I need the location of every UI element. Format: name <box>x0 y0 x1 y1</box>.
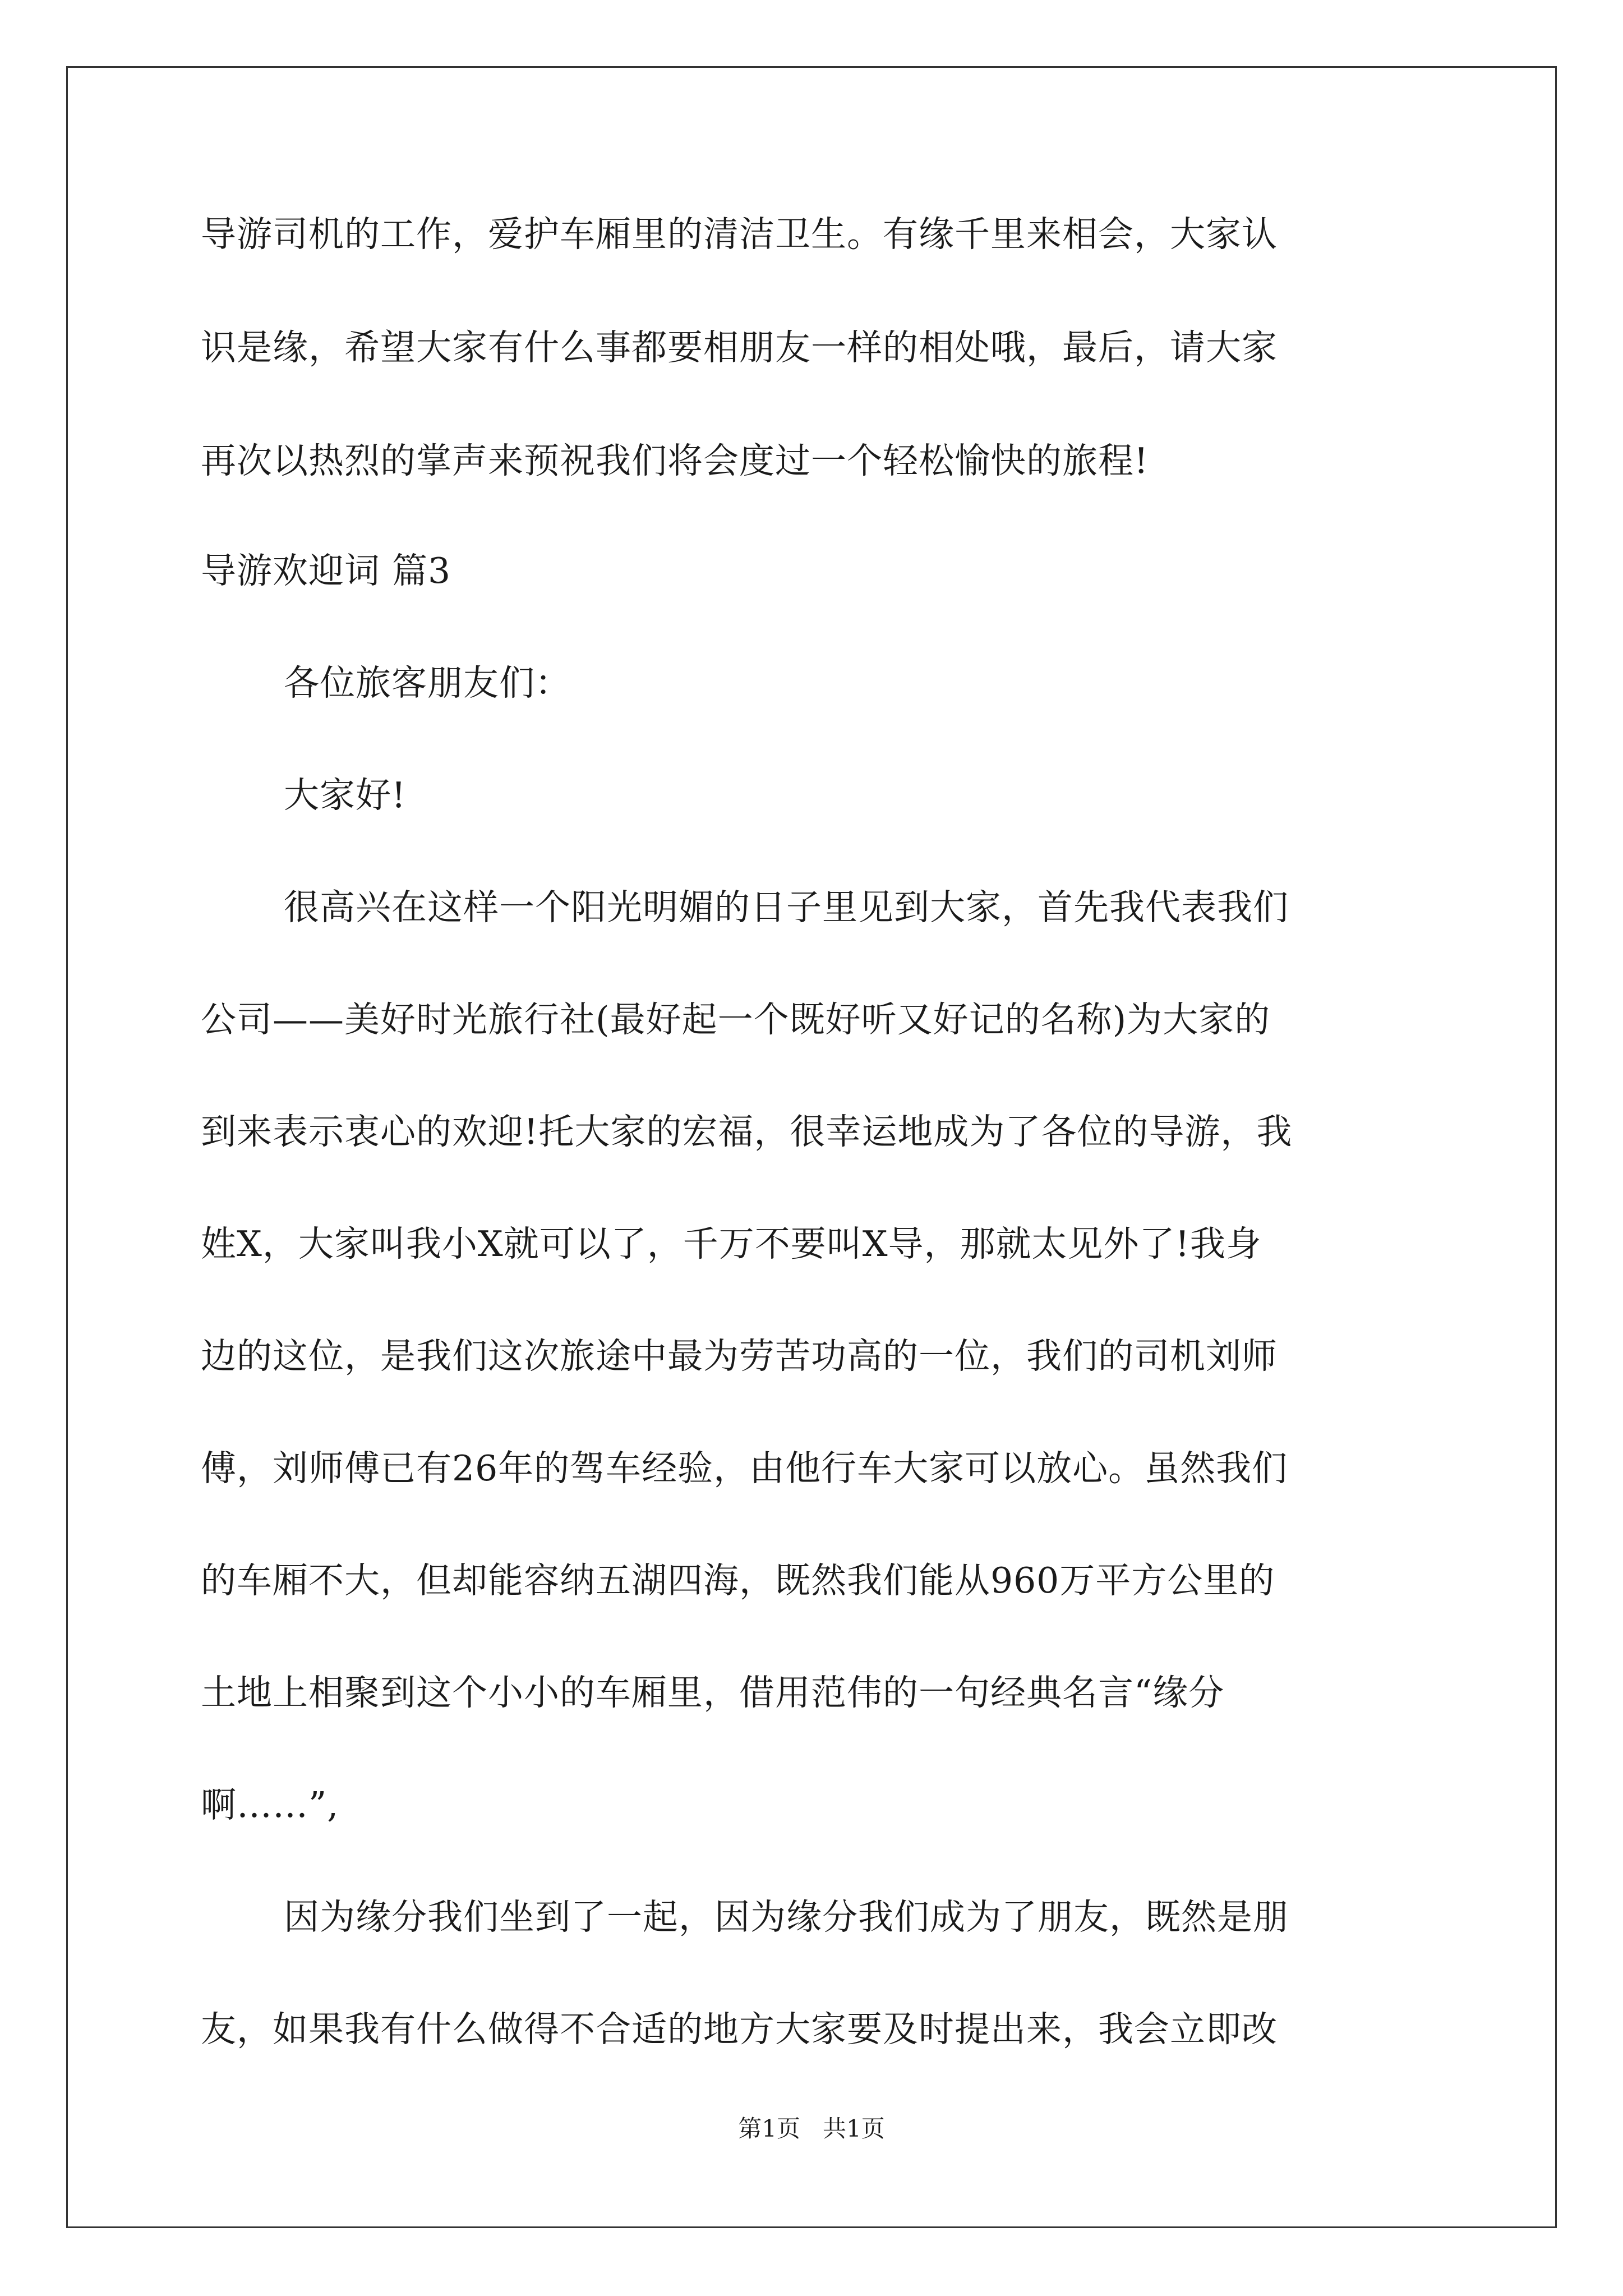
text-line: 姓X，大家叫我小X就可以了，千万不要叫X导，那就太见外了!我身 <box>201 1223 1262 1264</box>
text-line: 很高兴在这样一个阳光明媚的日子里见到大家，首先我代表我们 <box>284 887 1289 928</box>
greeting: 大家好! <box>284 775 407 816</box>
text-line: 土地上相聚到这个小小的车厢里，借用范伟的一句经典名言“缘分 <box>201 1672 1225 1713</box>
salutation: 各位旅客朋友们： <box>284 662 571 703</box>
text-line: 再次以热烈的掌声来预祝我们将会度过一个轻松愉快的旅程! <box>201 440 1149 481</box>
text-line: 识是缘，希望大家有什么事都要相朋友一样的相处哦，最后，请大家 <box>201 327 1278 368</box>
text-line: 导游司机的工作，爱护车厢里的清洁卫生。有缘千里来相会，大家认 <box>201 214 1278 255</box>
page-number-footer: 第1页 共1页 <box>738 2115 885 2142</box>
text-line: 啊……”, <box>201 1784 339 1825</box>
text-line: 的车厢不大，但却能容纳五湖四海，既然我们能从960万平方公里的 <box>201 1560 1275 1601</box>
text-line: 公司——美好时光旅行社(最好起一个既好听又好记的名称)为大家的 <box>201 999 1271 1040</box>
section-heading: 导游欢迎词 篇3 <box>201 550 451 591</box>
text-line: 因为缘分我们坐到了一起，因为缘分我们成为了朋友，既然是朋 <box>284 1897 1289 1938</box>
text-line: 边的这位，是我们这次旅途中最为劳苦功高的一位，我们的司机刘师 <box>201 1336 1278 1377</box>
text-line: 傅，刘师傅已有26年的驾车经验，由他行车大家可以放心。虽然我们 <box>201 1448 1288 1489</box>
text-line: 友，如果我有什么做得不合适的地方大家要及时提出来，我会立即改 <box>201 2009 1278 2050</box>
text-line: 到来表示衷心的欢迎!托大家的宏福，很幸运地成为了各位的导游，我 <box>201 1111 1293 1152</box>
